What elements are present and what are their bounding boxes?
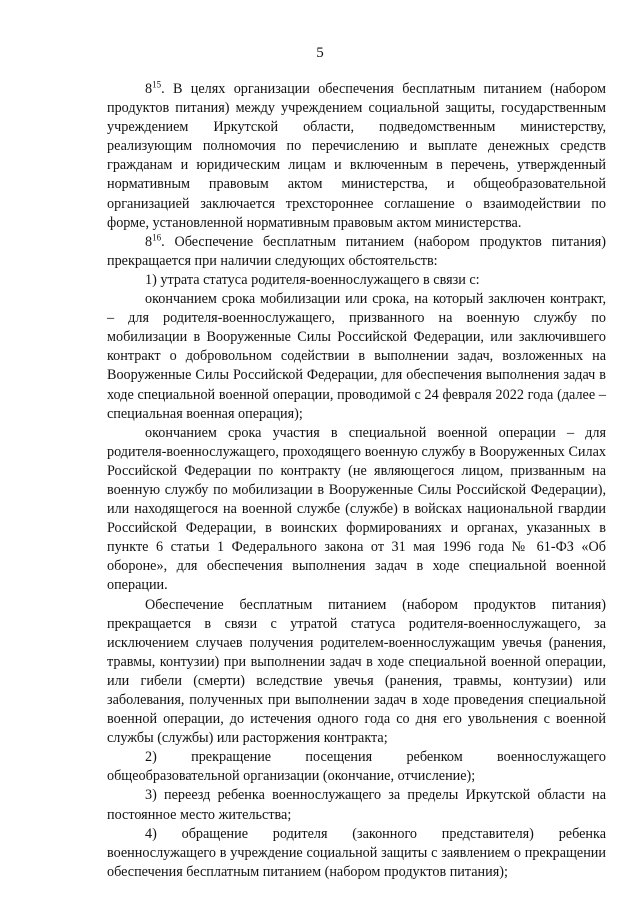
list-item-4: 4) обращение родителя (законного представителя) ребенка военнослужащего в учреждение социальной защиты с заявлением о прекращении обеспечения бесплатным питанием (набором продуктов питания);	[107, 825, 606, 880]
clause-number: 8	[145, 81, 153, 97]
list-item-3: 3) переезд ребенка военнослужащего за пределы Иркутской области на постоянное место жительства;	[107, 787, 606, 823]
paragraph-exception: Обеспечение бесплатным питанием (набором продуктов питания) прекращается в связи с утратой статуса родителя-военнослужащего, за исключением случаев получения родителем-военнослужащим увечья (ранения, травмы, контузии) при выполнении задач в ходе специальной военной операции, или гибели (смерти) вследствие увечья (ранения, травмы, контузии) или заболевания, полученных при выполнении задач в ходе проведения специальной военной операции, до истечения одного года со дня его увольнения с военной службы (службы) или расторжения контракта;	[107, 596, 606, 747]
sub-paragraph-mobilization: окончанием срока мобилизации или срока, на который заключен контракт, – для родителя-военнослужащего, призванного на военную службу по мобилизации в Вооруженные Силы Российской Федерации, или заключившего контракт о добровольном содействии в выполнении задач, возложенных на Вооруженные Силы Российской Федерации, для обеспечения выполнения задач в ходе специальной военной операции, проводимой с 24 февраля 2022 года (далее – специальная военная операция);	[107, 291, 606, 422]
list-item-1: 1) утрата статуса родителя-военнослужащего в связи с:	[145, 271, 480, 288]
clause-superscript: 15	[152, 79, 162, 90]
paragraph-text: . Обеспечение бесплатным питанием (набором продуктов питания) прекращается при наличии следующих обстоятельств:	[107, 233, 606, 269]
document-body	[107, 80, 606, 882]
paragraph-8-15	[107, 80, 606, 233]
clause-number: 8	[145, 233, 153, 250]
paragraph-text: . В целях организации обеспечения бесплатным питанием (набором продуктов питания) между учреждением социальной защиты, государственным учреждением Иркутской области, подведомственным министерству, реализующим полномочия по перечислению и выплате денежных средств гражданам и юридическим лицам и включенным в перечень, утвержденный нормативным правовым актом министерства, и общеобразовательной организацией заключается трехстороннее соглашение о взаимодействии по форме, установленной нормативным правовым актом министерства.	[107, 81, 606, 231]
list-item-2: 2) прекращение посещения ребенком военнослужащего общеобразовательной организации (окончание, отчисление);	[107, 749, 606, 785]
sub-paragraph-participation: окончанием срока участия в специальной военной операции – для родителя-военнослужащего, проходящего военную службу в Вооруженных Силах Российской Федерации по контракту (не являющегося лицом, призванным на военную службу по мобилизации в Вооруженные Силы Российской Федерации), или находящегося на военной службе (службе) в войсках национальной гвардии Российской Федерации, в воинских формированиях и органах, указанных в пункте 6 статьи 1 Федерального закона от 31 мая 1996 года № 61-ФЗ «Об обороне», для обеспечения выполнения задач в ходе специальной военной операции.	[107, 424, 606, 594]
clause-superscript: 16	[152, 232, 162, 243]
paragraph-8-16	[107, 233, 606, 271]
page-number: 5	[316, 45, 324, 61]
